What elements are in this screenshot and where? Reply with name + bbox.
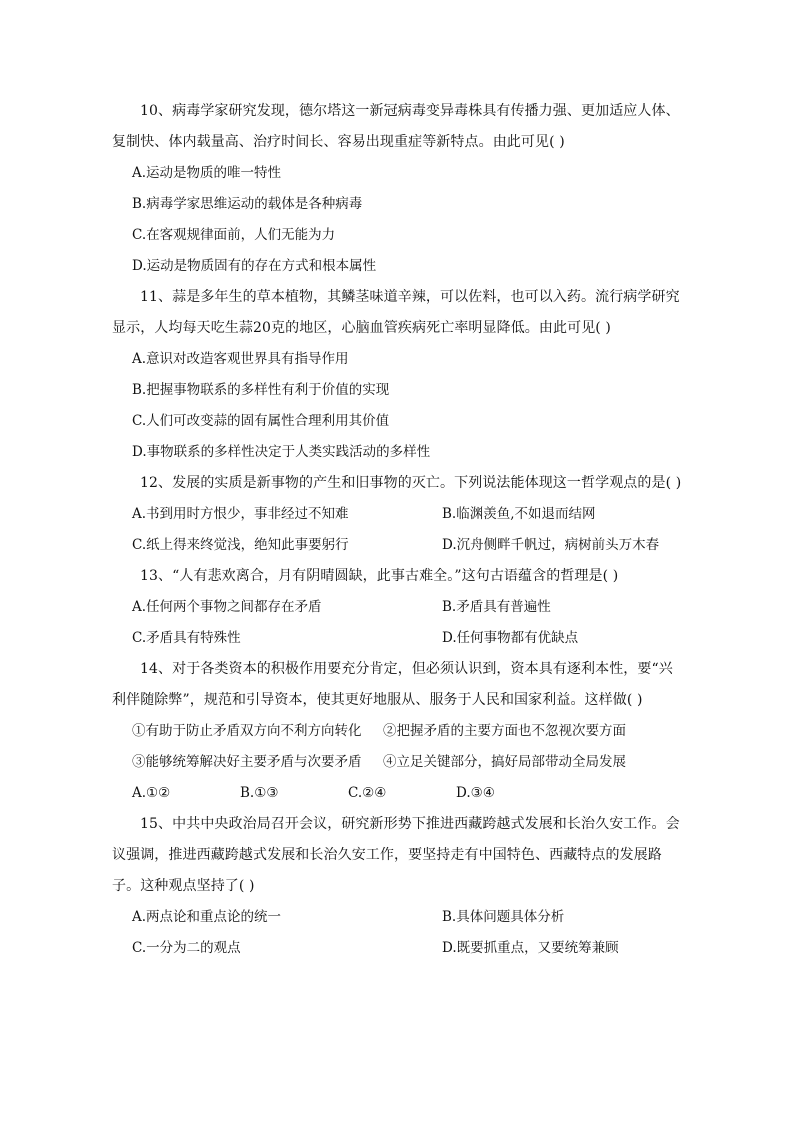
question-11	[112, 282, 682, 468]
question-15	[112, 809, 682, 964]
question-13-option-b: B.矛盾具有普遍性	[442, 599, 551, 615]
question-11-stem: 11、蒜是多年生的草本植物，其鳞茎味道辛辣，可以佐料，也可以入药。流行病学研究显示，人均每天吃生蒜20克的地区，心脑血管疾病死亡率明显降低。由此可见( )	[112, 289, 680, 336]
question-11-option-b: B.把握事物联系的多样性有利于价值的实现	[132, 382, 390, 398]
question-14-statements-row-2	[112, 747, 682, 778]
question-15-option-b: B.具体问题具体分析	[442, 909, 565, 925]
question-15-stem: 15、中共中央政治局召开会议，研究新形势下推进西藏跨越式发展和长治久安工作。会议强调，推进西藏跨越式发展和长治久安工作，要坚持走有中国特色、西藏特点的发展路子。这种观点坚持了( )	[112, 816, 680, 894]
question-14-statement-1: ①有助于防止矛盾双方向不利方向转化	[132, 723, 362, 739]
question-11-option-a: A.意识对改造客观世界具有指导作用	[132, 351, 349, 367]
question-10-option-c: C.在客观规律面前，人们无能为力	[132, 227, 336, 243]
question-13-stem: 13、“人有悲欢离合，月有阴晴圆缺，此事古难全。”这句古语蕴含的哲理是( )	[140, 568, 619, 584]
question-13-options-row-1	[112, 592, 682, 623]
question-13-options-row-2	[112, 623, 682, 654]
question-13	[112, 561, 682, 654]
question-15-options-row-2	[112, 933, 682, 964]
question-12-stem: 12、发展的实质是新事物的产生和旧事物的灭亡。下列说法能体现这一哲学观点的是( )	[140, 475, 682, 491]
question-10-stem: 10、病毒学家研究发现，德尔塔这一新冠病毒变异毒株具有传播力强、更加适应人体、复制快、体内载量高、治疗时间长、容易出现重症等新特点。由此可见( )	[112, 103, 680, 150]
question-13-option-a: A.任何两个事物之间都存在矛盾	[132, 599, 322, 615]
question-15-option-d: D.既要抓重点，又要统筹兼顾	[442, 940, 619, 956]
question-list	[112, 96, 682, 964]
question-13-option-d: D.任何事物都有优缺点	[442, 630, 579, 646]
question-12-option-c: C.纸上得来终觉浅，绝知此事要躬行	[132, 537, 349, 553]
question-14-options-row	[112, 778, 682, 809]
question-14-option-d: D.③④	[456, 785, 495, 801]
question-11-option-c: C.人们可改变蒜的固有属性合理利用其价值	[132, 413, 390, 429]
question-15-options-row-1	[112, 902, 682, 933]
question-12-options-row-2	[112, 530, 682, 561]
question-14-option-c: C.②④	[348, 785, 387, 801]
question-15-option-a: A.两点论和重点论的统一	[132, 909, 282, 925]
question-14-stem: 14、对于各类资本的积极作用要充分肯定，但必须认识到，资本具有逐利本性，要“兴利伴随除弊”，规范和引导资本，使其更好地服从、服务于人民和国家利益。这样做( )	[112, 661, 673, 708]
question-12-option-d: D.沉舟侧畔千帆过，病树前头万木春	[442, 537, 660, 553]
question-14-statement-2: ②把握矛盾的主要方面也不忽视次要方面	[383, 723, 626, 739]
question-10-option-b: B.病毒学家思维运动的载体是各种病毒	[132, 196, 363, 212]
question-14-statement-4: ④立足关键部分，搞好局部带动全局发展	[383, 754, 626, 770]
question-14-statements-row-1	[112, 716, 682, 747]
question-12-options-row-1	[112, 499, 682, 530]
question-12	[112, 468, 682, 561]
question-14	[112, 654, 682, 809]
question-12-option-b: B.临渊羡鱼,不如退而结网	[442, 506, 596, 522]
question-14-statement-3: ③能够统筹解决好主要矛盾与次要矛盾	[132, 754, 362, 770]
question-10-option-a: A.运动是物质的唯一特性	[132, 165, 282, 181]
question-10	[112, 96, 682, 282]
question-10-option-d: D.运动是物质固有的存在方式和根本属性	[132, 258, 377, 274]
question-11-option-d: D.事物联系的多样性决定于人类实践活动的多样性	[132, 444, 431, 460]
question-13-option-c: C.矛盾具有特殊性	[132, 630, 241, 646]
question-12-option-a: A.书到用时方恨少，事非经过不知难	[132, 506, 349, 522]
question-14-option-b: B.①③	[240, 785, 279, 801]
question-15-option-c: C.一分为二的观点	[132, 940, 241, 956]
question-14-option-a: A.①②	[132, 785, 171, 801]
